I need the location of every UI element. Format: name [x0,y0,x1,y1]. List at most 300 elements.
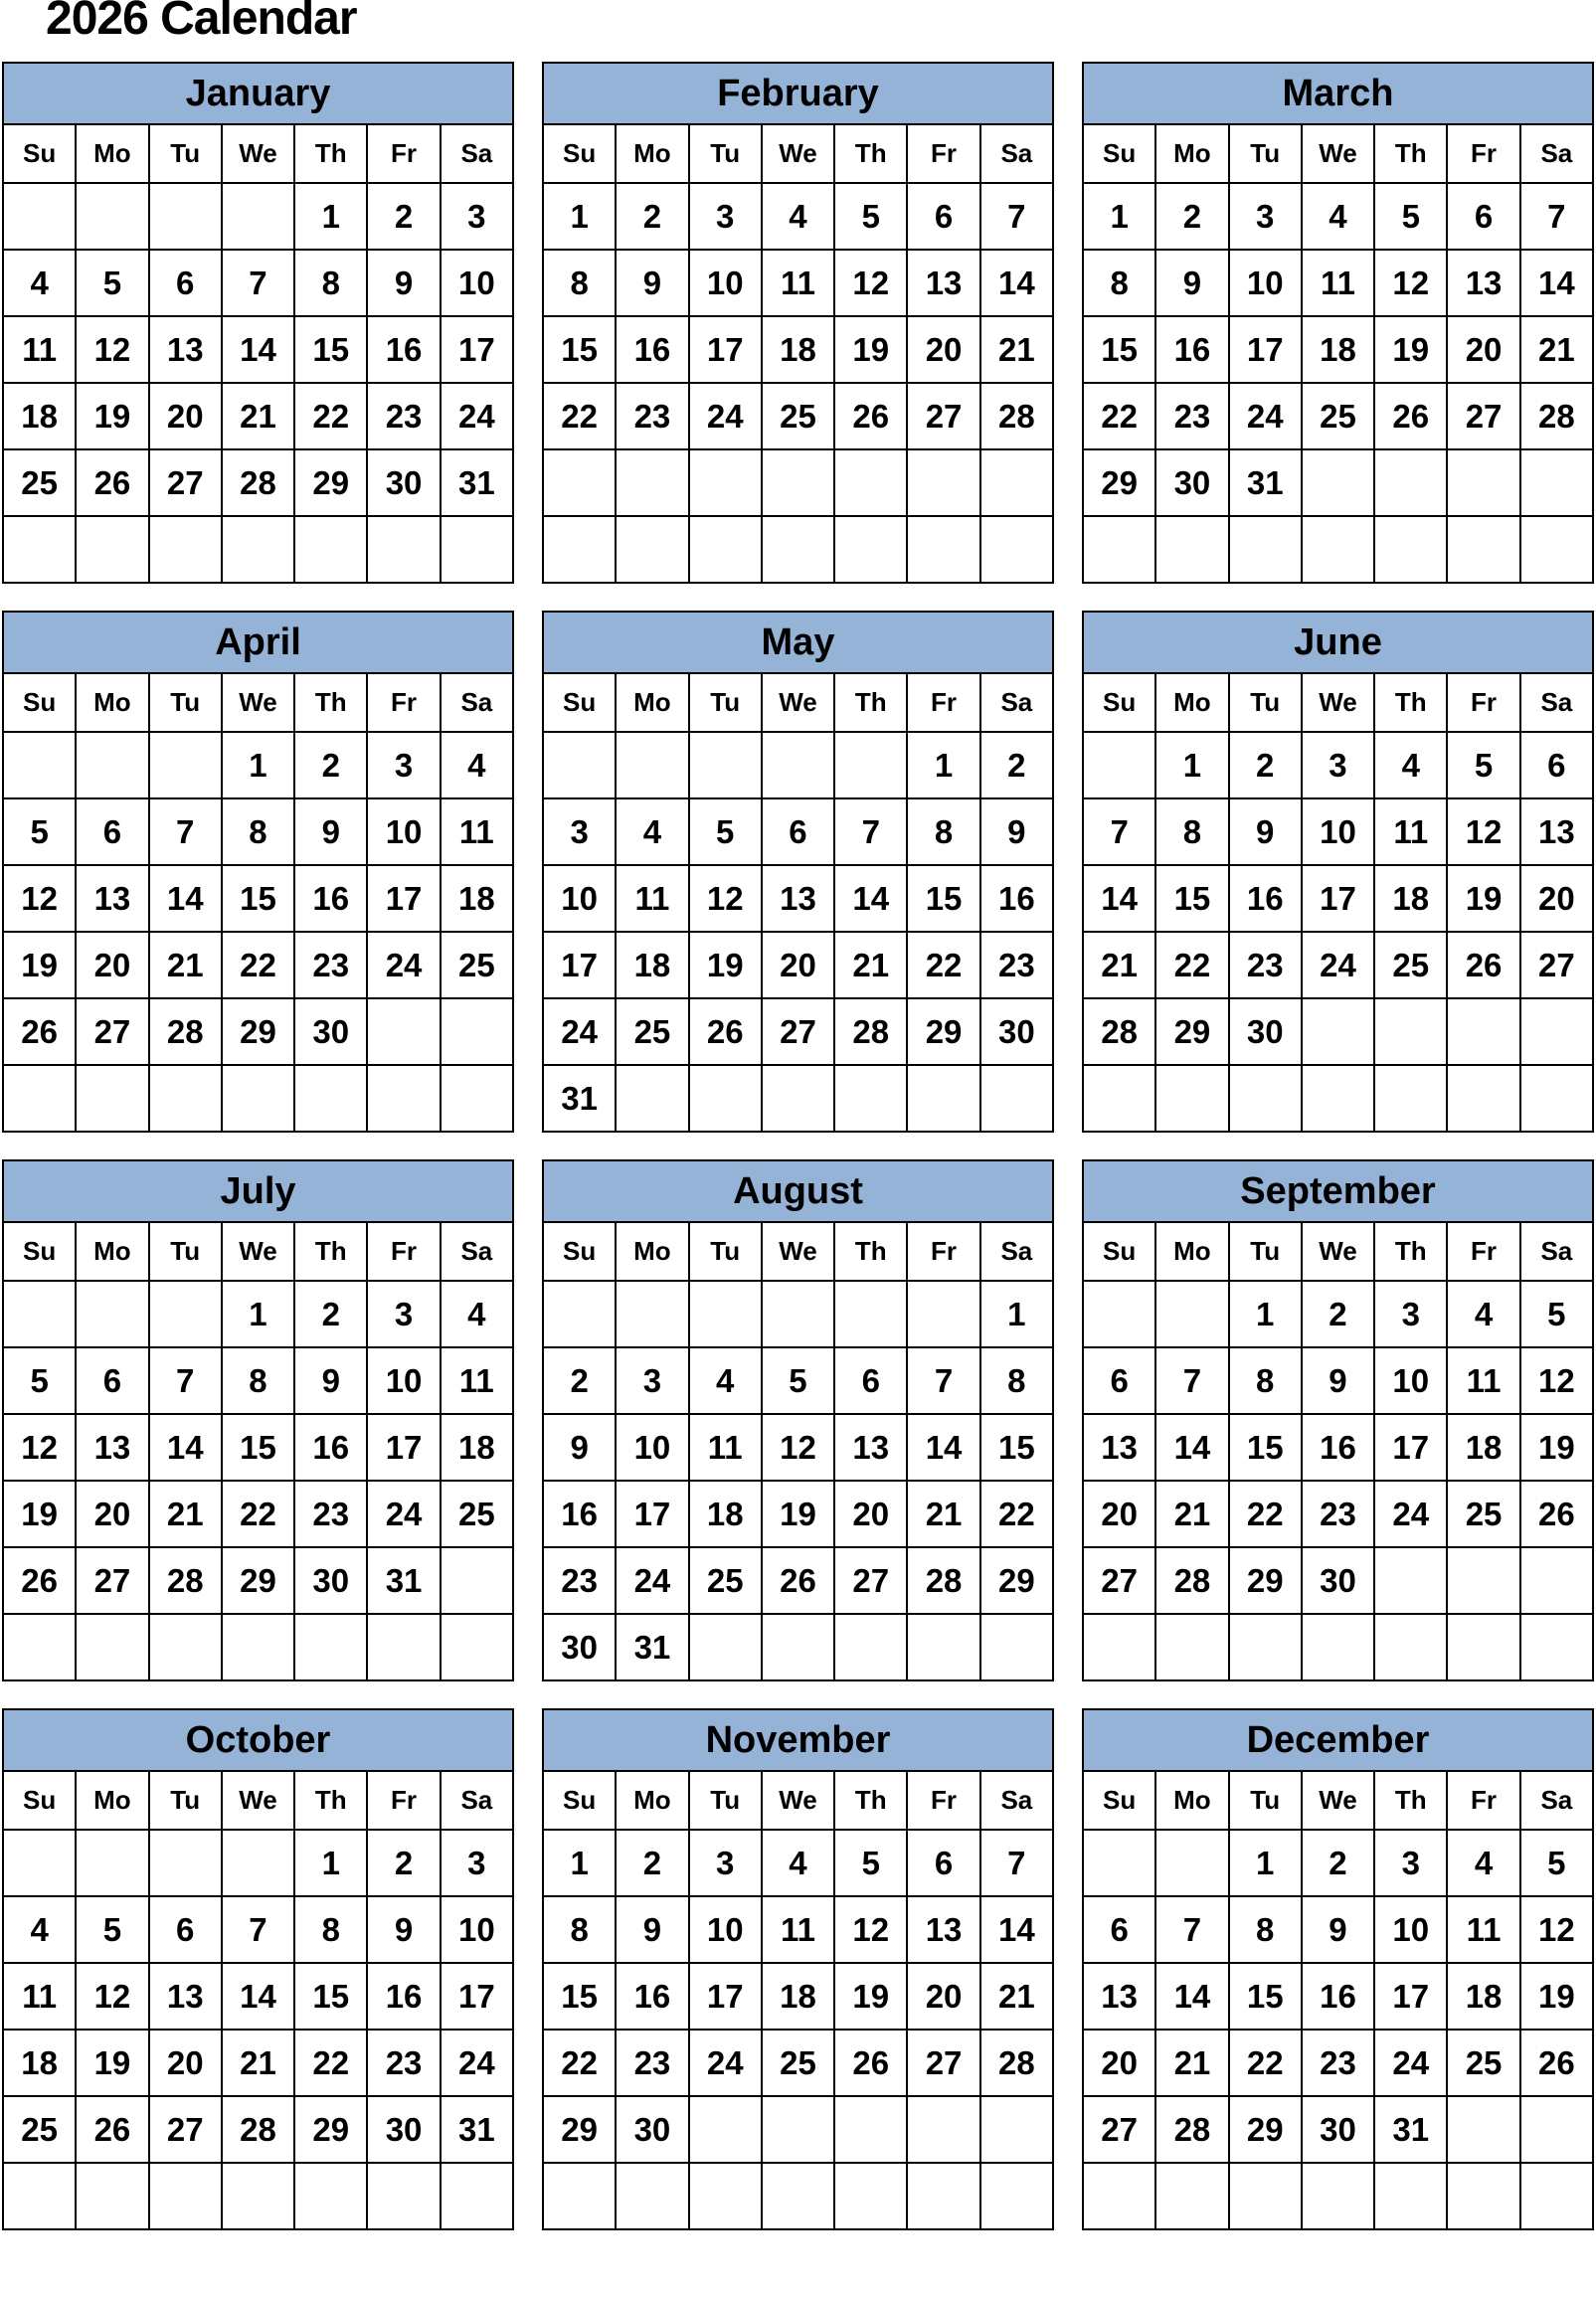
empty-cell [1229,516,1302,583]
day-cell: 20 [907,1963,979,2030]
day-cell: 17 [689,1963,762,2030]
day-cell: 26 [3,1547,76,1614]
day-cell: 27 [149,449,222,516]
day-cell: 24 [367,932,440,998]
weekday-label-we: We [1302,1222,1374,1281]
day-cell: 24 [1374,2030,1447,2096]
month-january [2,62,514,584]
month-august [542,1159,1054,1681]
week-row [543,1614,1053,1680]
day-cell: 26 [834,2030,907,2096]
day-cell: 16 [980,865,1053,932]
day-cell: 18 [1374,865,1447,932]
day-cell: 14 [834,865,907,932]
day-cell: 19 [1520,1963,1593,2030]
weekday-label-su: Su [543,1222,616,1281]
weekday-label-mo: Mo [616,1222,688,1281]
day-cell: 22 [294,383,367,449]
weekday-label-tu: Tu [1229,1771,1302,1830]
day-cell: 3 [1374,1281,1447,1347]
week-row [1083,1481,1593,1547]
day-cell: 2 [1229,732,1302,798]
day-cell: 29 [1229,2096,1302,2163]
day-cell: 8 [222,1347,294,1414]
week-row [1083,1065,1593,1132]
empty-cell [762,1614,834,1680]
day-cell: 10 [441,250,513,316]
week-row [1083,1347,1593,1414]
day-cell: 30 [367,449,440,516]
day-cell: 29 [907,998,979,1065]
empty-cell [762,1065,834,1132]
day-cell: 11 [1302,250,1374,316]
day-cell: 13 [1083,1414,1155,1481]
day-cell: 20 [149,2030,222,2096]
day-cell: 11 [441,798,513,865]
empty-cell [980,449,1053,516]
week-row [3,932,513,998]
empty-cell [441,516,513,583]
day-cell: 28 [1155,1547,1228,1614]
empty-cell [1447,516,1519,583]
day-cell: 4 [1447,1281,1519,1347]
weekday-label-mo: Mo [76,673,148,732]
day-cell: 12 [3,1414,76,1481]
week-row [1083,865,1593,932]
month-july [2,1159,514,1681]
day-cell: 4 [441,732,513,798]
week-row [543,2030,1053,2096]
week-row [3,1281,513,1347]
empty-cell [689,2096,762,2163]
day-cell: 27 [1083,2096,1155,2163]
empty-cell [1083,2163,1155,2229]
day-cell: 21 [980,1963,1053,2030]
week-row [3,1830,513,1896]
day-cell: 29 [1083,449,1155,516]
weekday-label-fr: Fr [1447,124,1519,183]
day-cell: 27 [1447,383,1519,449]
day-cell: 15 [1229,1414,1302,1481]
day-cell: 20 [1083,2030,1155,2096]
empty-cell [1155,1614,1228,1680]
empty-cell [3,1065,76,1132]
day-cell: 1 [222,732,294,798]
weekday-label-fr: Fr [907,1771,979,1830]
day-cell: 17 [1229,316,1302,383]
day-cell: 16 [367,316,440,383]
day-cell: 21 [222,2030,294,2096]
empty-cell [689,1614,762,1680]
empty-cell [1520,1547,1593,1614]
empty-cell [149,516,222,583]
week-row [543,1065,1053,1132]
weekday-label-fr: Fr [907,1222,979,1281]
empty-cell [834,2096,907,2163]
day-cell: 11 [1374,798,1447,865]
month-header: January [3,63,513,124]
day-cell: 19 [3,1481,76,1547]
day-cell: 14 [149,1414,222,1481]
weekday-label-sa: Sa [980,1222,1053,1281]
day-cell: 26 [1447,932,1519,998]
day-cell: 7 [1155,1347,1228,1414]
empty-cell [1302,1614,1374,1680]
day-cell: 22 [1229,1481,1302,1547]
day-cell: 28 [222,449,294,516]
day-cell: 26 [1520,1481,1593,1547]
day-cell: 25 [3,449,76,516]
weekday-label-su: Su [3,124,76,183]
month-header: October [3,1709,513,1771]
month-header: February [543,63,1053,124]
empty-cell [1374,516,1447,583]
week-row [3,865,513,932]
day-cell: 1 [222,1281,294,1347]
week-row [1083,1547,1593,1614]
day-cell: 30 [1302,1547,1374,1614]
empty-cell [980,1614,1053,1680]
empty-cell [76,516,148,583]
day-cell: 6 [149,250,222,316]
empty-cell [1155,1065,1228,1132]
day-cell: 8 [1229,1347,1302,1414]
week-row [543,1963,1053,2030]
empty-cell [294,516,367,583]
day-cell: 16 [616,316,688,383]
empty-cell [543,732,616,798]
day-cell: 26 [3,998,76,1065]
empty-cell [1447,2163,1519,2229]
day-cell: 28 [980,2030,1053,2096]
week-row [3,1963,513,2030]
empty-cell [149,183,222,250]
day-cell: 25 [1302,383,1374,449]
day-cell: 8 [1083,250,1155,316]
day-cell: 19 [76,2030,148,2096]
day-cell: 1 [907,732,979,798]
day-cell: 25 [689,1547,762,1614]
empty-cell [834,449,907,516]
day-cell: 2 [294,732,367,798]
day-cell: 24 [441,2030,513,2096]
day-cell: 17 [367,865,440,932]
day-cell: 10 [616,1414,688,1481]
week-row [543,865,1053,932]
week-row [1083,316,1593,383]
week-row [543,1830,1053,1896]
day-cell: 10 [689,250,762,316]
day-cell: 15 [980,1414,1053,1481]
weekday-label-tu: Tu [149,673,222,732]
empty-cell [1520,2163,1593,2229]
day-cell: 11 [689,1414,762,1481]
day-cell: 25 [1447,2030,1519,2096]
day-cell: 17 [1302,865,1374,932]
day-cell: 25 [1447,1481,1519,1547]
weekday-row [3,124,513,183]
day-cell: 3 [441,1830,513,1896]
weekday-row [3,673,513,732]
day-cell: 16 [294,865,367,932]
day-cell: 8 [294,1896,367,1963]
day-cell: 20 [762,932,834,998]
weekday-label-fr: Fr [1447,673,1519,732]
week-row [3,250,513,316]
day-cell: 8 [1155,798,1228,865]
day-cell: 27 [907,383,979,449]
day-cell: 6 [76,1347,148,1414]
month-header: September [1083,1160,1593,1222]
empty-cell [1155,2163,1228,2229]
empty-cell [1520,2096,1593,2163]
weekday-label-mo: Mo [76,1222,148,1281]
day-cell: 11 [3,316,76,383]
day-cell: 16 [1155,316,1228,383]
weekday-label-su: Su [543,673,616,732]
day-cell: 22 [1083,383,1155,449]
day-cell: 14 [1520,250,1593,316]
empty-cell [980,516,1053,583]
month-header: March [1083,63,1593,124]
calendar-grid [2,62,1594,2230]
day-cell: 9 [980,798,1053,865]
empty-cell [222,516,294,583]
week-row [543,798,1053,865]
weekday-row [543,124,1053,183]
empty-cell [1447,1547,1519,1614]
week-row [1083,1414,1593,1481]
day-cell: 22 [980,1481,1053,1547]
day-cell: 26 [762,1547,834,1614]
day-cell: 29 [294,2096,367,2163]
empty-cell [1155,516,1228,583]
day-cell: 14 [980,250,1053,316]
day-cell: 24 [441,383,513,449]
month-november [542,1708,1054,2230]
empty-cell [149,1830,222,1896]
weekday-label-fr: Fr [907,124,979,183]
day-cell: 13 [1520,798,1593,865]
weekday-label-we: We [762,1771,834,1830]
month-march [1082,62,1594,584]
day-cell: 19 [1447,865,1519,932]
day-cell: 19 [3,932,76,998]
day-cell: 1 [980,1281,1053,1347]
day-cell: 18 [3,383,76,449]
day-cell: 30 [1302,2096,1374,2163]
empty-cell [1447,998,1519,1065]
weekday-label-sa: Sa [1520,673,1593,732]
day-cell: 15 [222,1414,294,1481]
day-cell: 28 [149,998,222,1065]
weekday-row [1083,1771,1593,1830]
day-cell: 10 [1374,1896,1447,1963]
day-cell: 14 [1155,1963,1228,2030]
week-row [1083,932,1593,998]
day-cell: 15 [543,316,616,383]
day-cell: 30 [367,2096,440,2163]
empty-cell [367,1065,440,1132]
day-cell: 25 [616,998,688,1065]
day-cell: 2 [367,1830,440,1896]
day-cell: 21 [1155,1481,1228,1547]
week-row [1083,1281,1593,1347]
empty-cell [149,732,222,798]
week-row [1083,732,1593,798]
day-cell: 15 [1229,1963,1302,2030]
day-cell: 30 [1155,449,1228,516]
day-cell: 17 [1374,1414,1447,1481]
week-row [1083,183,1593,250]
day-cell: 2 [543,1347,616,1414]
weekday-label-th: Th [834,1222,907,1281]
empty-cell [149,1614,222,1680]
weekday-label-we: We [222,1222,294,1281]
day-cell: 13 [149,1963,222,2030]
empty-cell [1155,1830,1228,1896]
weekday-label-su: Su [543,124,616,183]
day-cell: 22 [1155,932,1228,998]
empty-cell [1302,516,1374,583]
week-row [3,1896,513,1963]
weekday-label-tu: Tu [149,1222,222,1281]
day-cell: 23 [980,932,1053,998]
day-cell: 21 [1155,2030,1228,2096]
empty-cell [689,1281,762,1347]
weekday-label-mo: Mo [76,124,148,183]
day-cell: 29 [543,2096,616,2163]
empty-cell [1374,1065,1447,1132]
day-cell: 6 [1520,732,1593,798]
empty-cell [3,2163,76,2229]
day-cell: 10 [367,798,440,865]
day-cell: 9 [616,1896,688,1963]
day-cell: 28 [149,1547,222,1614]
day-cell: 5 [1520,1830,1593,1896]
weekday-label-we: We [762,124,834,183]
empty-cell [907,516,979,583]
day-cell: 7 [834,798,907,865]
empty-cell [76,1065,148,1132]
day-cell: 29 [980,1547,1053,1614]
day-cell: 13 [149,316,222,383]
day-cell: 13 [907,250,979,316]
weekday-label-tu: Tu [1229,673,1302,732]
day-cell: 29 [222,1547,294,1614]
day-cell: 27 [762,998,834,1065]
empty-cell [616,449,688,516]
weekday-label-mo: Mo [1155,124,1228,183]
day-cell: 8 [543,250,616,316]
empty-cell [1302,2163,1374,2229]
week-row [543,932,1053,998]
day-cell: 7 [222,250,294,316]
week-row [3,1414,513,1481]
empty-cell [980,2096,1053,2163]
day-cell: 5 [1520,1281,1593,1347]
weekday-label-fr: Fr [367,1222,440,1281]
day-cell: 22 [907,932,979,998]
day-cell: 11 [441,1347,513,1414]
weekday-label-th: Th [294,673,367,732]
empty-cell [1447,449,1519,516]
day-cell: 28 [907,1547,979,1614]
empty-cell [294,2163,367,2229]
day-cell: 27 [76,998,148,1065]
day-cell: 3 [1229,183,1302,250]
weekday-label-sa: Sa [441,1771,513,1830]
empty-cell [616,2163,688,2229]
week-row [1083,2096,1593,2163]
empty-cell [834,516,907,583]
empty-cell [1447,1065,1519,1132]
day-cell: 18 [762,1963,834,2030]
day-cell: 12 [1374,250,1447,316]
week-row [543,183,1053,250]
day-cell: 1 [1229,1281,1302,1347]
day-cell: 2 [294,1281,367,1347]
week-row [3,183,513,250]
day-cell: 5 [76,1896,148,1963]
day-cell: 2 [616,1830,688,1896]
weekday-label-su: Su [1083,673,1155,732]
day-cell: 11 [762,1896,834,1963]
day-cell: 27 [907,2030,979,2096]
day-cell: 19 [762,1481,834,1547]
day-cell: 16 [294,1414,367,1481]
day-cell: 12 [1447,798,1519,865]
empty-cell [76,732,148,798]
day-cell: 10 [543,865,616,932]
weekday-label-sa: Sa [1520,124,1593,183]
day-cell: 5 [76,250,148,316]
month-header: August [543,1160,1053,1222]
day-cell: 31 [616,1614,688,1680]
empty-cell [3,183,76,250]
empty-cell [980,1065,1053,1132]
weekday-row [3,1771,513,1830]
day-cell: 18 [1447,1963,1519,2030]
week-row [1083,798,1593,865]
empty-cell [762,1281,834,1347]
day-cell: 7 [1083,798,1155,865]
day-cell: 21 [1083,932,1155,998]
day-cell: 29 [1155,998,1228,1065]
day-cell: 3 [441,183,513,250]
empty-cell [441,998,513,1065]
day-cell: 6 [907,183,979,250]
day-cell: 9 [367,250,440,316]
empty-cell [222,1065,294,1132]
week-row [543,2163,1053,2229]
day-cell: 14 [1155,1414,1228,1481]
month-october [2,1708,514,2230]
empty-cell [3,1281,76,1347]
weekday-label-su: Su [1083,124,1155,183]
day-cell: 19 [1374,316,1447,383]
week-row [3,2163,513,2229]
empty-cell [1520,998,1593,1065]
day-cell: 3 [1302,732,1374,798]
empty-cell [689,516,762,583]
day-cell: 27 [834,1547,907,1614]
weekday-label-th: Th [294,124,367,183]
weekday-label-su: Su [3,673,76,732]
day-cell: 6 [149,1896,222,1963]
day-cell: 23 [294,932,367,998]
weekday-label-sa: Sa [1520,1771,1593,1830]
